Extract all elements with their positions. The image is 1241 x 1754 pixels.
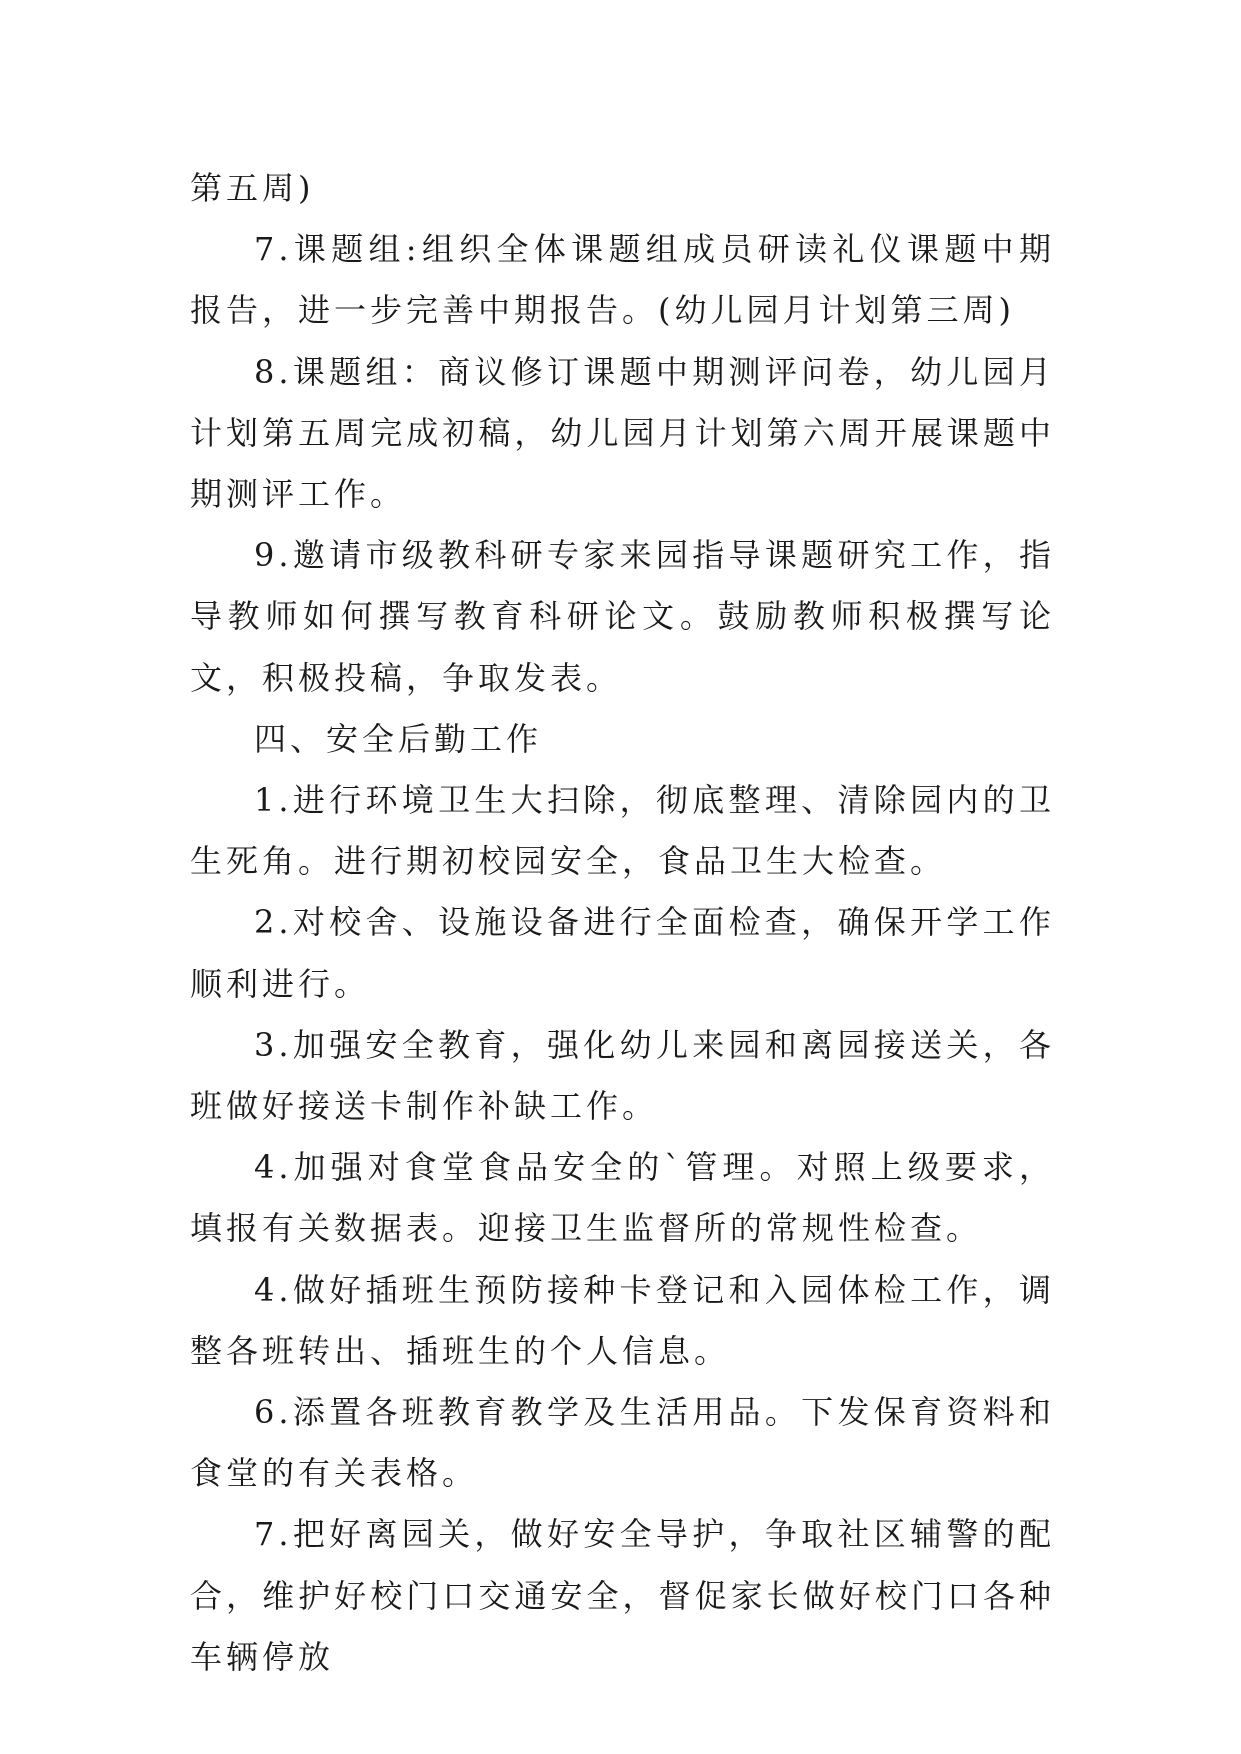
paragraph-item-4-canteen: 4.加强对食堂食品安全的`管理。对照上级要求，填报有关数据表。迎接卫生监督所的常规性检查。 bbox=[190, 1148, 1055, 1248]
paragraph-item-7-research-group: 7.课题组:组织全体课题组成员研读礼仪课题中期报告，进一步完善中期报告。(幼儿园月计划第三周) bbox=[190, 230, 1055, 330]
paragraph-item-1-cleaning: 1.进行环境卫生大扫除，彻底整理、清除园内的卫生死角。进行期初校园安全，食品卫生大检查。 bbox=[190, 781, 1055, 881]
paragraph-item-6-supplies: 6.添置各班教育教学及生活用品。下发保育资料和食堂的有关表格。 bbox=[190, 1393, 1055, 1493]
paragraph-item-4-vaccination: 4.做好插班生预防接种卡登记和入园体检工作，调整各班转出、插班生的个人信息。 bbox=[190, 1270, 1055, 1370]
paragraph-item-7-departure: 7.把好离园关，做好安全导护，争取社区辅警的配合，维护好校门口交通安全，督促家长做好校门口各种车辆停放 bbox=[190, 1515, 1055, 1676]
paragraph-item-3-safety-education: 3.加强安全教育，强化幼儿来园和离园接送关，各班做好接送卡制作补缺工作。 bbox=[190, 1025, 1055, 1126]
document-body bbox=[190, 158, 1055, 1688]
paragraph-item-8-research-group: 8.课题组：商议修订课题中期测评问卷，幼儿园月计划第五周完成初稿，幼儿园月计划第六周开展课题中期测评工作。 bbox=[190, 352, 1055, 514]
section-heading-safety-logistics: 四、安全后勤工作 bbox=[254, 719, 543, 758]
paragraph-continuation: 第五周) bbox=[190, 169, 315, 207]
paragraph-item-2-inspection: 2.对校舍、设施设备进行全面检查，确保开学工作顺利进行。 bbox=[190, 903, 1055, 1003]
paragraph-item-9-expert-guidance: 9.邀请市级教科研专家来园指导课题研究工作，指导教师如何撰写教育科研论文。鼓励教师积极撰写论文，积极投稿，争取发表。 bbox=[190, 536, 1055, 697]
